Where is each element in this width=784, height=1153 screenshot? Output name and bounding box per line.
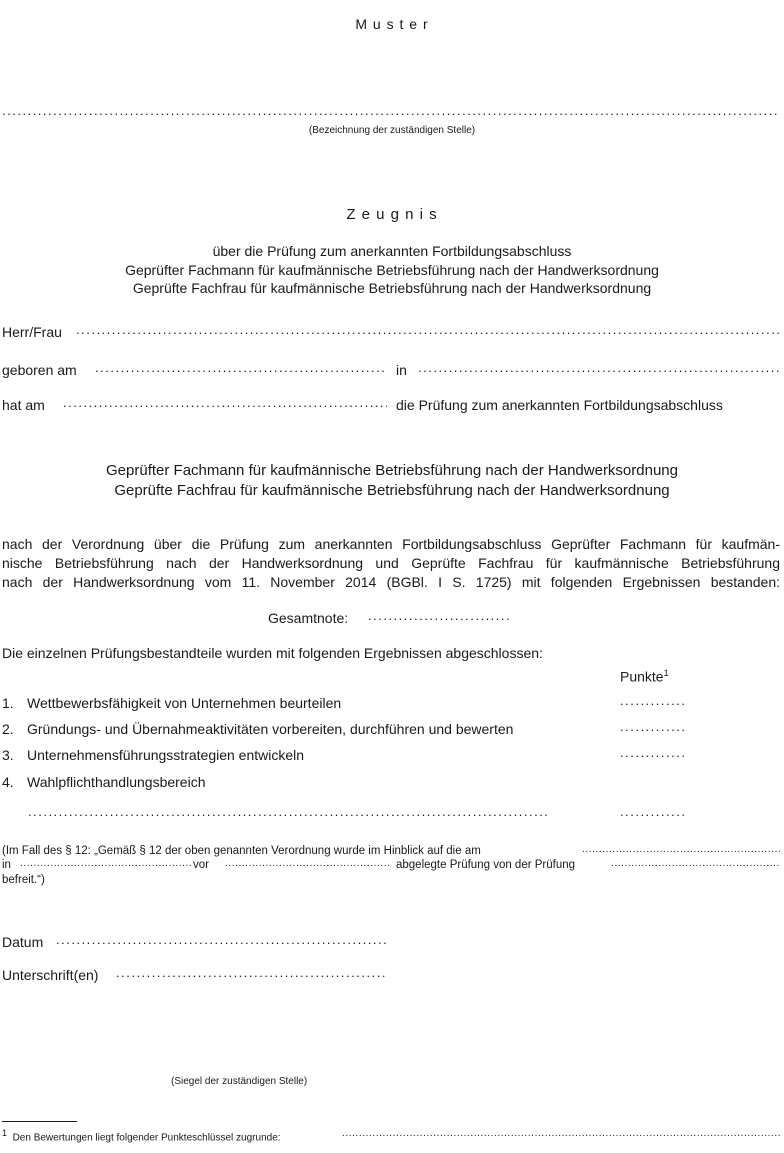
in-label: in bbox=[396, 362, 407, 378]
siegel-label: (Siegel der zuständigen Stelle) bbox=[171, 1076, 308, 1087]
item-3-points-field[interactable] bbox=[620, 745, 684, 760]
note-pruefung-field[interactable] bbox=[611, 858, 780, 869]
item-3-label: Unternehmensführungsstrategien entwickeln bbox=[27, 747, 305, 763]
item-1-num: 1. bbox=[2, 695, 14, 711]
wahlpflicht-field[interactable] bbox=[28, 804, 550, 819]
geboren-am-label: geboren am bbox=[2, 362, 77, 378]
unterschrift-label: Unterschrift(en) bbox=[2, 967, 99, 983]
note-line-1: (Im Fall des § 12: „Gemäß § 12 der oben genannten Verordnung wurde im Hinblick auf die am bbox=[2, 845, 481, 857]
item-2-label: Gründungs- und Übernahmeaktivitäten vorbereiten, durchführen und bewerten bbox=[27, 721, 514, 737]
para-line-2: nische Betriebsführung nach der Handwerksordnung und Geprüfte Fachfrau für kaufmännische Betriebsführung bbox=[2, 555, 780, 571]
item-4-num: 4. bbox=[2, 774, 14, 790]
stelle-dotted-line bbox=[2, 103, 780, 118]
para-line-3: nach der Handwerksordnung vom 11. November 2014 (BGBl. I S. 1725) mit folgenden Ergebnissen bestanden: bbox=[2, 574, 780, 590]
note-date-field[interactable] bbox=[582, 844, 780, 855]
degree-line-1: Geprüfter Fachmann für kaufmännische Betriebsführung nach der Handwerksordnung bbox=[106, 462, 678, 479]
punkte-header bbox=[620, 668, 669, 685]
item-4-points-field[interactable] bbox=[620, 804, 684, 819]
item-4-label: Wahlpflichthandlungsbereich bbox=[27, 774, 206, 790]
note-in-field[interactable] bbox=[20, 858, 192, 869]
punkteschluessel-field[interactable] bbox=[342, 1128, 780, 1139]
item-2-num: 2. bbox=[2, 721, 14, 737]
note-vor-field[interactable] bbox=[225, 858, 389, 869]
verordnung-paragraph bbox=[2, 535, 780, 592]
item-2-points-field[interactable] bbox=[620, 719, 684, 734]
punkte-footnote-mark: 1 bbox=[663, 668, 669, 678]
footnote-mark: 1 bbox=[2, 1128, 8, 1138]
herr-frau-label: Herr/Frau bbox=[2, 324, 62, 340]
punkte-label: Punkte bbox=[620, 668, 664, 685]
para-line-1: nach der Verordnung über die Prüfung zum anerkannten Fortbildungsabschluss Geprüfter Fachmann für kaufmän- bbox=[2, 536, 780, 552]
datum-field[interactable] bbox=[56, 932, 388, 947]
footnote-text bbox=[2, 1128, 281, 1143]
item-3-num: 3. bbox=[2, 747, 14, 763]
muster-heading: M u s t e r bbox=[355, 16, 429, 32]
gesamtnote-label: Gesamtnote: bbox=[268, 610, 349, 626]
birthdate-field[interactable] bbox=[95, 360, 387, 375]
note-line-3: befreit.“) bbox=[2, 874, 45, 886]
note-in-label: in bbox=[2, 859, 11, 871]
datum-label: Datum bbox=[2, 934, 44, 950]
title-line-3: Geprüfte Fachfrau für kaufmännische Betriebsführung nach der Handwerksordnung bbox=[132, 280, 652, 296]
stelle-label: (Bezeichnung der zuständigen Stelle) bbox=[308, 125, 476, 136]
birthplace-field[interactable] bbox=[418, 360, 780, 375]
gesamtnote-field[interactable] bbox=[368, 608, 510, 623]
title-line-2: Geprüfter Fachmann für kaufmännische Betriebsführung nach der Handwerksordnung bbox=[125, 262, 659, 278]
note-vor-label: vor bbox=[193, 859, 209, 871]
pruefung-text: die Prüfung zum anerkannten Fortbildungsabschluss bbox=[396, 397, 723, 413]
note-abgelegte-text: abgelegte Prüfung von der Prüfung bbox=[396, 859, 576, 871]
footnote-divider bbox=[2, 1121, 77, 1122]
degree-line-2: Geprüfte Fachfrau für kaufmännische Betriebsführung nach der Handwerksordnung bbox=[114, 482, 670, 499]
item-1-label: Wettbewerbsfähigkeit von Unternehmen beurteilen bbox=[27, 695, 342, 711]
name-field[interactable] bbox=[76, 322, 780, 337]
footnote-label: Den Bewertungen liegt folgender Punkteschlüssel zugrunde: bbox=[12, 1132, 281, 1144]
item-1-points-field[interactable] bbox=[620, 693, 684, 708]
zeugnis-title: Z e u g n i s bbox=[346, 206, 438, 223]
title-line-1: über die Prüfung zum anerkannten Fortbildungsabschluss bbox=[212, 243, 572, 259]
exam-date-field[interactable] bbox=[63, 395, 387, 410]
einzelne-text: Die einzelnen Prüfungsbestandteile wurden mit folgenden Ergebnissen abgeschlossen: bbox=[2, 645, 543, 661]
hat-am-label: hat am bbox=[2, 397, 45, 413]
unterschrift-field[interactable] bbox=[116, 965, 388, 980]
